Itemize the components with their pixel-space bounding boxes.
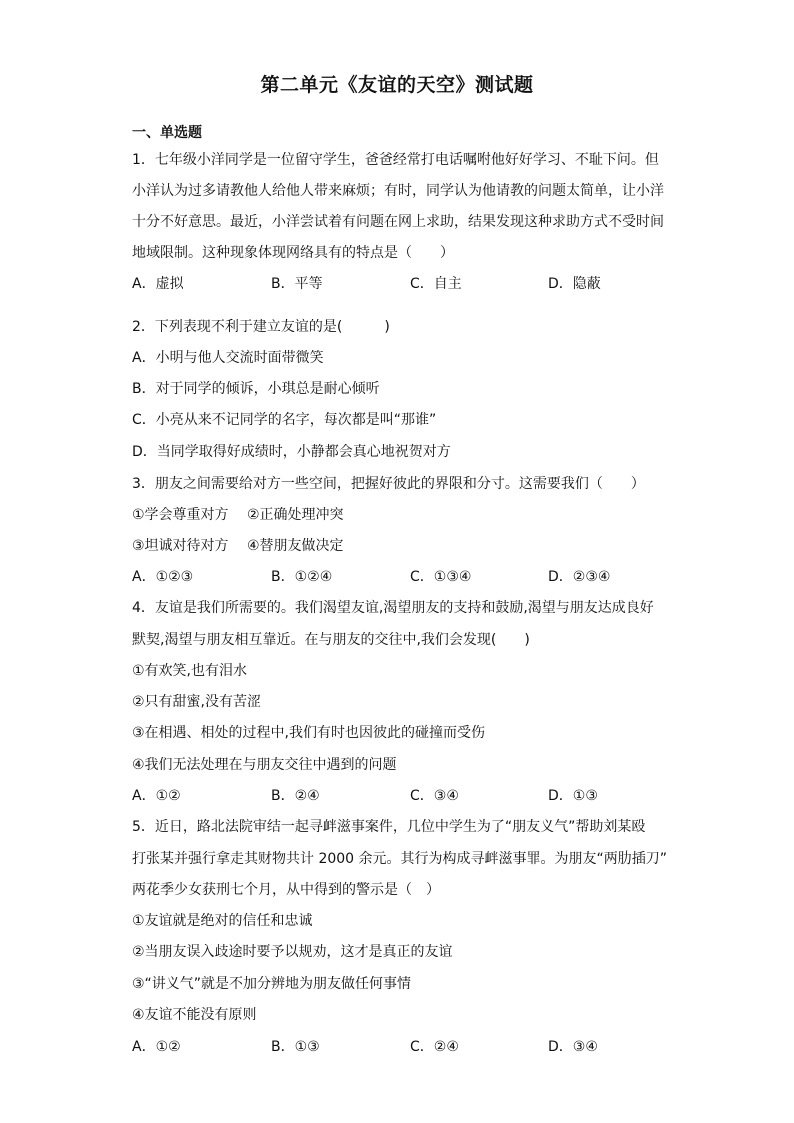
q3-choice-row-2: ③坦诚对待对方 ④替朋友做决定 bbox=[132, 538, 344, 554]
q2-option-c: C．小亮从来不记同学的名字，每次都是叫“那谁” bbox=[132, 412, 437, 428]
q4-statement-2: ②只有甜蜜,没有苦涩 bbox=[132, 694, 262, 710]
q2-option-a: A．小明与他人交流时面带微笑 bbox=[132, 350, 324, 366]
q4-option-c: C．③④ bbox=[410, 788, 459, 804]
q1-option-d: D．隐蔽 bbox=[548, 276, 601, 292]
q5-option-b: B．①③ bbox=[271, 1039, 320, 1055]
q2-option-d: D．当同学取得好成绩时，小静都会真心地祝贺对方 bbox=[132, 444, 451, 460]
q1-option-a: A．虚拟 bbox=[132, 276, 184, 292]
q5-line-1: 5．近日，路北法院审结一起寻衅滋事案件，几位中学生为了“朋友义气”帮助刘某殴 bbox=[132, 819, 646, 835]
q3-line-1: 3．朋友之间需要给对方一些空间，把握好彼此的界限和分寸。这需要我们（ ） bbox=[132, 476, 645, 492]
q3-choice-row-1: ①学会尊重对方 ②正确处理冲突 bbox=[132, 507, 344, 523]
q2-line-1: 2．下列表现不利于建立友谊的是( ) bbox=[132, 319, 390, 335]
q2-option-b: B．对于同学的倾诉，小琪总是耐心倾听 bbox=[132, 381, 380, 397]
page-title: 第二单元《友谊的天空》测试题 bbox=[260, 74, 534, 96]
q1-line-2: 小洋认为过多请教他人给他人带来麻烦；有时，同学认为他请教的问题太简单，让小洋 bbox=[132, 183, 664, 199]
q5-line-2: 打张某并强行拿走其财物共计 2000 余元。其行为构成寻衅滋事罪。为朋友“两肋插刀” bbox=[132, 851, 668, 867]
q4-statement-3: ③在相遇、相处的过程中,我们有时也因彼此的碰撞而受伤 bbox=[132, 725, 485, 741]
q5-option-d: D．③④ bbox=[548, 1039, 598, 1055]
q1-option-c: C．自主 bbox=[410, 276, 462, 292]
q1-option-b: B．平等 bbox=[271, 276, 323, 292]
q5-statement-1: ①友谊就是绝对的信任和忠诚 bbox=[132, 913, 313, 929]
q5-option-c: C．②④ bbox=[410, 1039, 459, 1055]
q5-option-a: A．①② bbox=[132, 1039, 181, 1055]
q1-line-4: 地域限制。这种现象体现网络具有的特点是（ ） bbox=[132, 245, 454, 261]
q4-statement-1: ①有欢笑,也有泪水 bbox=[132, 663, 248, 679]
q1-line-3: 十分不好意思。最近，小洋尝试着有问题在网上求助，结果发现这种求助方式不受时间 bbox=[132, 214, 664, 230]
q5-statement-4: ④友谊不能没有原则 bbox=[132, 1007, 257, 1023]
q4-line-2: 默契,渴望与朋友相互靠近。在与朋友的交往中,我们会发现( ) bbox=[132, 632, 530, 648]
q5-line-3: 两花季少女获刑七个月，从中得到的警示是（ ） bbox=[132, 882, 440, 898]
q4-option-a: A．①② bbox=[132, 788, 181, 804]
q3-option-c: C．①③④ bbox=[410, 569, 472, 585]
section-heading: 一、单选题 bbox=[132, 125, 202, 141]
q4-statement-4: ④我们无法处理在与朋友交往中遇到的问题 bbox=[132, 757, 397, 773]
q4-option-d: D．①③ bbox=[548, 788, 598, 804]
q5-statement-3: ③“讲义气”就是不加分辨地为朋友做任何事情 bbox=[132, 976, 412, 992]
q3-option-b: B．①②④ bbox=[271, 569, 333, 585]
q4-line-1: 4．友谊是我们所需要的。我们渴望友谊,渴望朋友的支持和鼓励,渴望与朋友达成良好 bbox=[132, 600, 654, 616]
q3-option-d: D．②③④ bbox=[548, 569, 611, 585]
q1-line-1: 1．七年级小洋同学是一位留守学生，爸爸经常打电话嘱咐他好好学习、不耻下问。但 bbox=[132, 152, 659, 168]
q3-option-a: A．①②③ bbox=[132, 569, 194, 585]
q4-option-b: B．②④ bbox=[271, 788, 320, 804]
q5-statement-2: ②当朋友误入歧途时要予以规劝，这才是真正的友谊 bbox=[132, 944, 453, 960]
